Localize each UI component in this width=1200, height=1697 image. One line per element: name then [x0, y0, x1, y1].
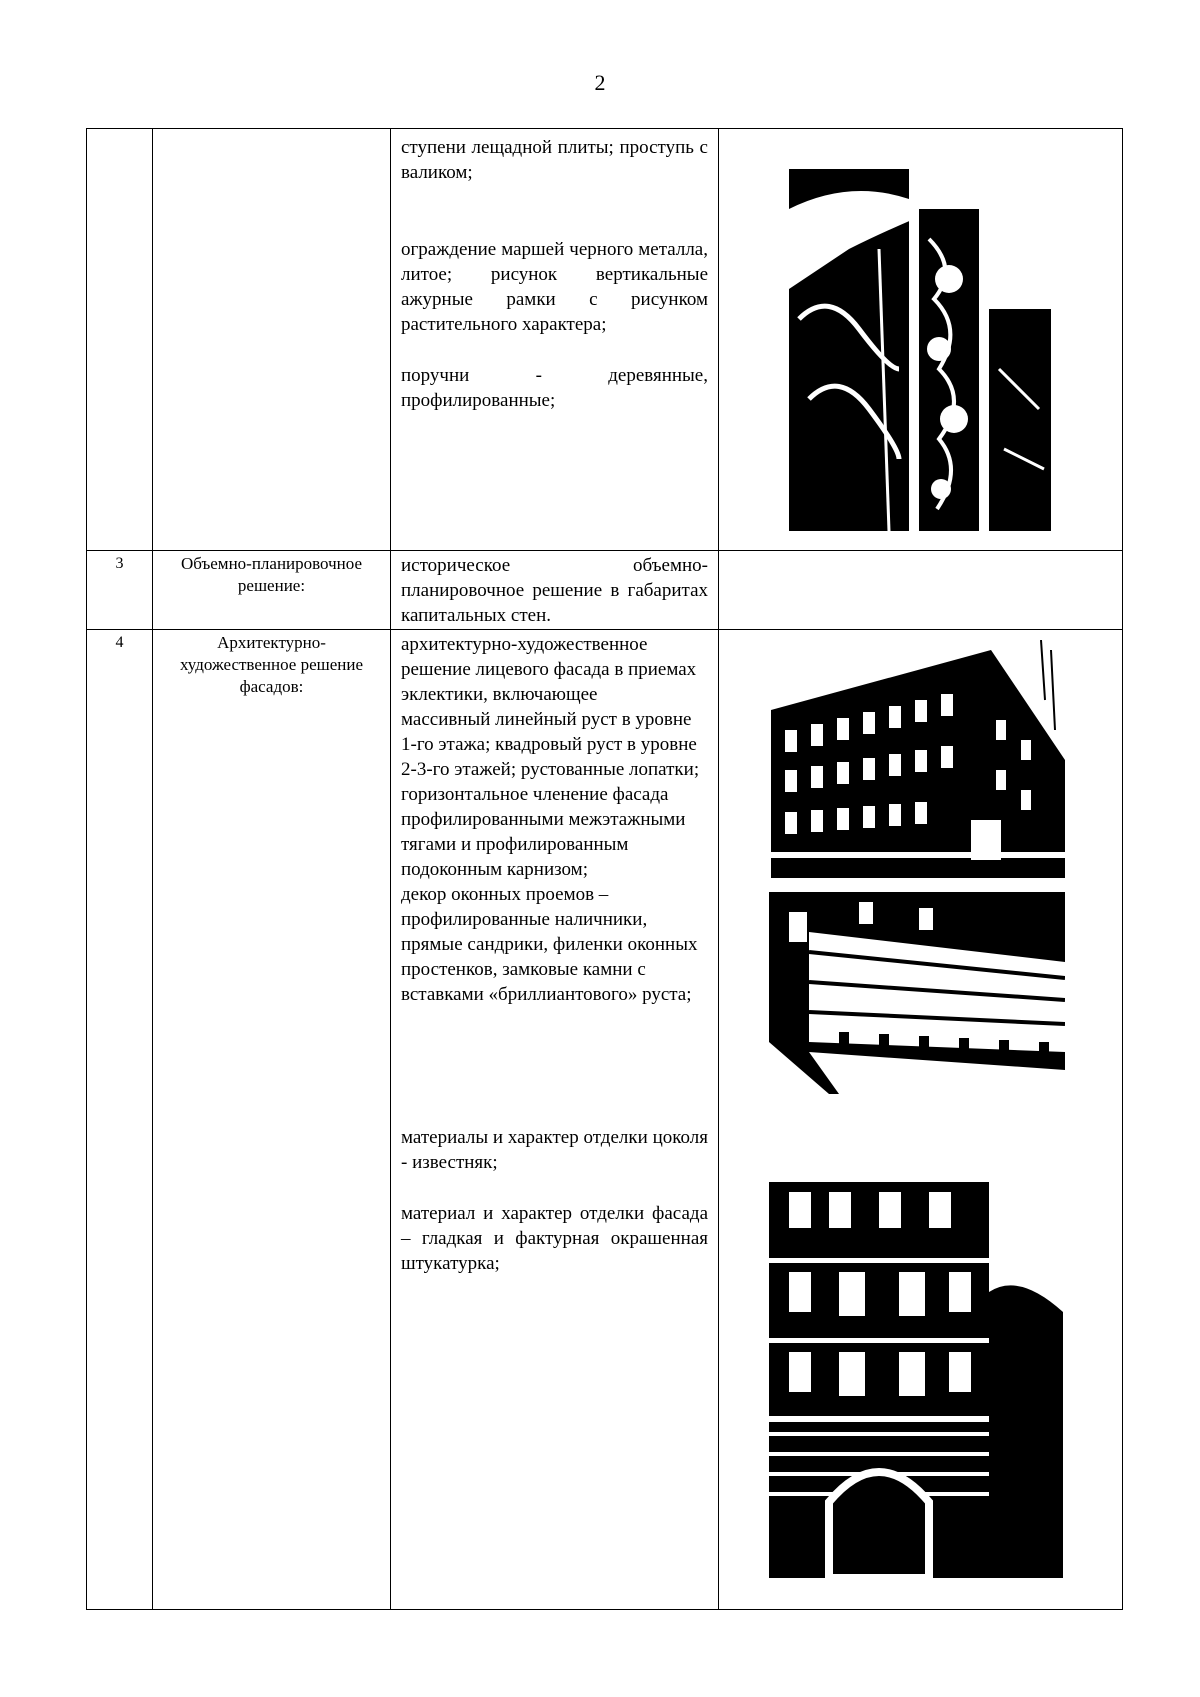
facade-street-photo: [769, 892, 1065, 1094]
element-description: [391, 630, 719, 1610]
photo-cell: [719, 630, 1123, 1610]
table-row: [87, 129, 1123, 551]
element-name: [153, 129, 391, 551]
table-row: [87, 630, 1123, 1610]
description-paragraph: историческое объемно-планировочное решение в габаритах капитальных стен.: [401, 555, 708, 626]
element-name: Архитектурно-художественное решение фасадов:: [153, 630, 391, 1610]
facade-entrance-photo: [769, 1172, 1063, 1578]
row-number: 4: [87, 630, 153, 1610]
facade-corner-photo: [771, 640, 1065, 878]
description-paragraph: материал и характер отделки фасада – гладкая и фактурная окрашенная штукатурка;: [401, 1203, 708, 1274]
monument-subject-table: [86, 128, 1123, 1610]
description-paragraph: архитектурно-художественное решение лицевого фасада в приемах эклектики, включающее: [401, 634, 697, 705]
row-number: [87, 129, 153, 551]
description-paragraph: материалы и характер отделки цоколя - известняк;: [401, 1127, 708, 1173]
staircase-railing-photo: [789, 169, 1051, 531]
description-paragraph: декор оконных проемов – профилированные наличники, прямые сандрики, филенки оконных простенков, замковые камни с вставками «бриллиантового» руста;: [401, 884, 698, 1005]
row-number: 3: [87, 551, 153, 630]
element-description: [391, 129, 719, 551]
element-name: Объемно-планировочное решение:: [153, 551, 391, 630]
description-paragraph: поручни - деревянные, профилированные;: [401, 365, 708, 411]
photo-cell: [719, 129, 1123, 551]
description-paragraph: ограждение маршей черного металла, литое; рисунок вертикальные ажурные рамки с рисунком растительного характера;: [401, 239, 708, 335]
description-paragraph: ступени лещадной плиты; проступь с валиком;: [401, 137, 708, 183]
page-number: 2: [594, 70, 606, 95]
description-paragraph: массивный линейный руст в уровне 1-го этажа; квадровый руст в уровне 2-3-го этажей; рустованные лопатки; горизонтальное членение фасада профилированными межэтажными тягами и профилированным подоконным карнизом;: [401, 709, 700, 880]
element-description: [391, 551, 719, 630]
table-row: [87, 551, 1123, 630]
photo-cell: [719, 551, 1123, 630]
